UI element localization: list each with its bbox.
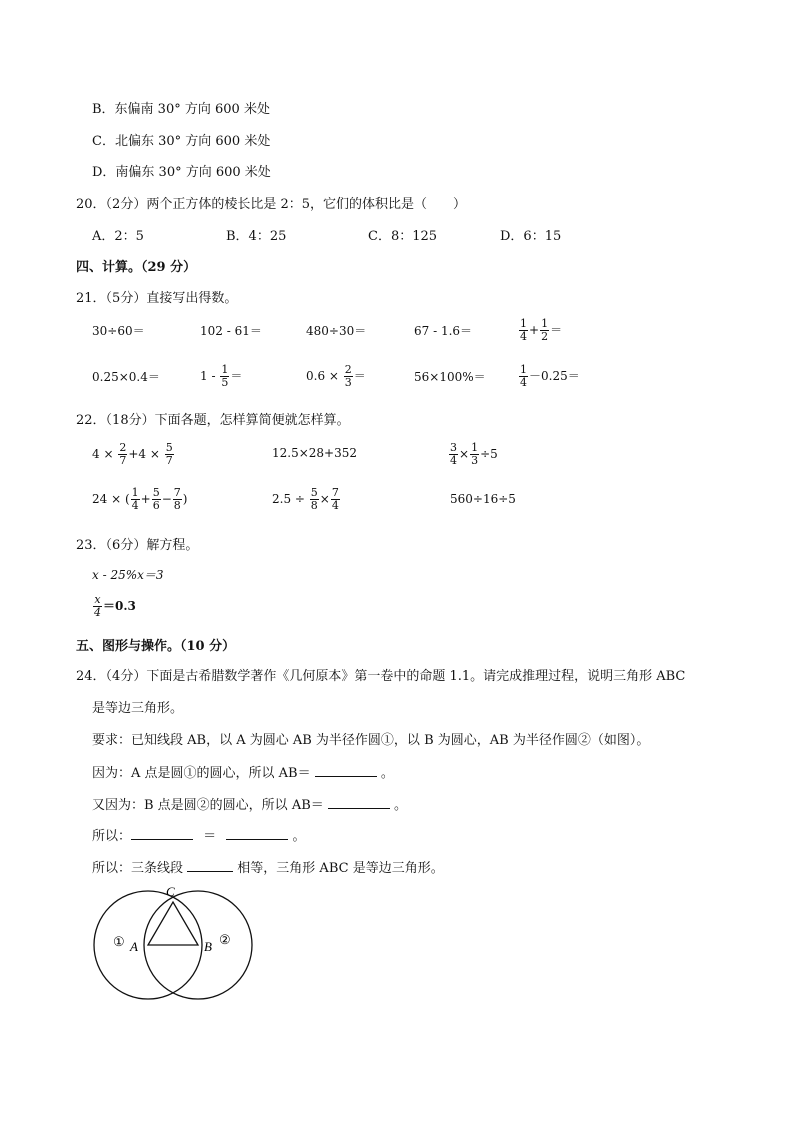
q24-stem-line-1: 24．（4分）下面是古希腊数学著作《几何原本》第一卷中的命题 1.1。请完成推理过程，说明三角形 ABC <box>76 669 686 684</box>
fraction: $\frac{2}{7}$ <box>119 441 127 467</box>
label-a: A <box>130 939 138 954</box>
triangle-abc <box>148 902 198 945</box>
q24-reason-2: 又因为：B 点是圆②的圆心，所以 AB＝ 。 <box>92 798 408 813</box>
label-c: C <box>166 884 175 899</box>
q19-option-b: B．东偏南 30° 方向 600 米处 <box>92 102 270 117</box>
q24-conclusion-1: 所以： ＝ 。 <box>92 829 306 844</box>
q20-option-a: A．2：5 <box>92 229 144 244</box>
fraction: $\frac{1}{2}$ <box>541 317 549 343</box>
q20-option-b: B．4：25 <box>226 229 287 244</box>
q20-option-d: D．6：15 <box>500 229 562 244</box>
q22-expr-4: 24 × ( $\frac{1}{4}$ + $\frac{5}{6}$ − $\frac{7}{8}$ ) <box>92 486 188 512</box>
q21-item-6: 0.25×0.4＝ <box>92 370 160 384</box>
q21-item-4: 67 - 1.6＝ <box>414 324 473 338</box>
answer-blank[interactable] <box>226 827 288 840</box>
fraction: $\frac{x}{4}$ <box>94 593 101 619</box>
answer-blank[interactable] <box>328 796 390 809</box>
q21-item-8: 0.6 × $\frac{2}{3}$ ＝ <box>306 363 366 389</box>
q22-stem: 22．（18分）下面各题，怎样算简便就怎样算。 <box>76 413 350 428</box>
q24-stem-line-2: 是等边三角形。 <box>92 701 184 716</box>
answer-blank[interactable] <box>315 764 377 777</box>
fraction: $\frac{1}{4}$ <box>131 486 139 512</box>
label-b: B <box>204 939 212 954</box>
q21-stem: 21．（5分）直接写出得数。 <box>76 291 238 306</box>
fraction: $\frac{1}{4}$ <box>520 317 527 343</box>
circle-2-mark: ② <box>219 932 231 947</box>
q22-expr-5: 2.5 ÷ $\frac{5}{8}$ × $\frac{7}{4}$ <box>272 486 339 512</box>
q23-stem: 23．（6分）解方程。 <box>76 538 199 553</box>
circle-1-mark: ① <box>113 934 125 949</box>
q22-expr-6: 560÷16÷5 <box>450 492 516 506</box>
q22-expr-2: 12.5×28+352 <box>272 446 358 460</box>
q23-equation-2: $\frac{x}{4}$ ＝0.3 <box>94 593 136 619</box>
fraction: $\frac{5}{8}$ <box>310 486 318 512</box>
q21-item-9: 56×100%＝ <box>414 370 486 384</box>
q22-expr-1: 4 × $\frac{2}{7}$ +4 × $\frac{5}{7}$ <box>92 441 173 467</box>
fraction: $\frac{3}{4}$ <box>450 441 457 467</box>
fraction: $\frac{1}{5}$ <box>221 363 229 389</box>
answer-blank[interactable] <box>187 859 233 872</box>
q24-requirement: 要求：已知线段 AB，以 A 为圆心 AB 为半径作圆①，以 B 为圆心，AB 为半径作圆②（如图）。 <box>92 733 650 748</box>
answer-blank[interactable] <box>131 827 193 840</box>
q19-option-d: D．南偏东 30° 方向 600 米处 <box>92 165 271 180</box>
q21-item-1: 30÷60＝ <box>92 324 145 338</box>
fraction: $\frac{5}{6}$ <box>152 486 160 512</box>
section-5-title: 五、图形与操作。（10 分） <box>76 639 236 654</box>
q21-item-2: 102 - 61＝ <box>200 324 262 338</box>
q23-equation-1: x - 25%x＝3 <box>92 568 164 582</box>
section-4-title: 四、计算。（29 分） <box>76 260 197 275</box>
q21-item-5: $\frac{1}{4}$ + $\frac{1}{2}$ ＝ <box>520 317 563 343</box>
fraction: $\frac{5}{7}$ <box>165 441 173 467</box>
q19-option-c: C．北偏东 30° 方向 600 米处 <box>92 134 271 149</box>
fraction: $\frac{7}{4}$ <box>331 486 339 512</box>
q24-reason-1: 因为：A 点是圆①的圆心，所以 AB＝ 。 <box>92 766 394 781</box>
two-circles-figure <box>86 878 286 1004</box>
fraction: $\frac{2}{3}$ <box>344 363 352 389</box>
q22-expr-3: $\frac{3}{4}$ × $\frac{1}{3}$ ÷5 <box>450 441 498 467</box>
q21-item-10: $\frac{1}{4}$ －0.25＝ <box>520 363 580 389</box>
fraction: $\frac{1}{4}$ <box>520 363 527 389</box>
q21-item-3: 480÷30＝ <box>306 324 367 338</box>
q20-option-c: C．8：125 <box>368 229 438 244</box>
fraction: $\frac{1}{3}$ <box>471 441 479 467</box>
q21-item-7: 1 - $\frac{1}{5}$ ＝ <box>200 363 243 389</box>
fraction: $\frac{7}{8}$ <box>173 486 181 512</box>
q20-stem: 20．（2分）两个正方体的棱长比是 2：5，它们的体积比是（ ） <box>76 197 466 212</box>
q24-conclusion-2: 所以：三条线段 相等，三角形 ABC 是等边三角形。 <box>92 861 444 876</box>
